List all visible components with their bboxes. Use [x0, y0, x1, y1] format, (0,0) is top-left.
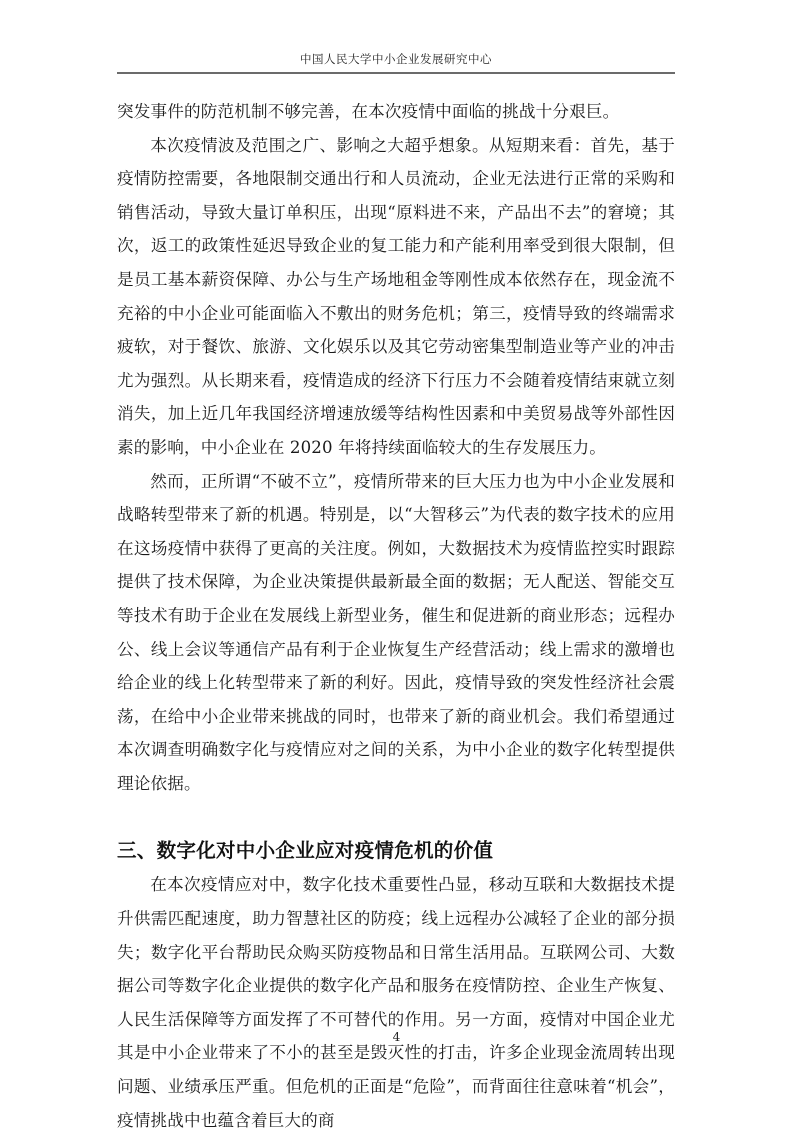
- running-header: 中国人民大学中小企业发展研究中心: [300, 52, 492, 66]
- paragraph-opportunities: 然而，正所谓“不破不立”，疫情所带来的巨大压力也为中小企业发展和战略转型带来了新的机遇。特别是，以“大智移云”为代表的数字技术的应用在这场疫情中获得了更高的关注度。例如，大数据技术为疫情监控实时跟踪提供了技术保障，为企业决策提供最新最全面的数据；无人配送、智能交互等技术有助于企业在发展线上新型业务，催生和促进新的商业形态；远程办公、线上会议等通信产品有利于企业恢复生产经营活动；线上需求的激增也给企业的线上化转型带来了新的利好。因此，疫情导致的突发性经济社会震荡，在给中小企业带来挑战的同时，也带来了新的商业机会。我们希望通过本次调查明确数字化与疫情应对之间的关系，为中小企业的数字化转型提供理论依据。: [117, 471, 675, 793]
- page-number: 4: [392, 1030, 401, 1044]
- section-heading: 三、数字化对中小企业应对疫情危机的价值: [117, 839, 494, 863]
- document-body: [117, 95, 675, 1137]
- paragraph-continuation: 突发事件的防范机制不够完善，在本次疫情中面临的挑战十分艰巨。: [117, 102, 620, 121]
- paragraph-impact-analysis: 本次疫情波及范围之广、影响之大超乎想象。从短期来看：首先，基于疫情防控需要，各地限制交通出行和人员流动，企业无法进行正常的采购和销售活动，导致大量订单积压，出现“原料进不来，产品出不去”的窘境；其次，返工的政策性延迟导致企业的复工能力和产能利用率受到很大限制，但是员工基本薪资保障、办公与生产场地租金等刚性成本依然存在，现金流不充裕的中小企业可能面临入不敷出的财务危机；第三，疫情导致的终端需求疲软，对于餐饮、旅游、文化娱乐以及其它劳动密集型制造业等产业的冲击尤为强烈。从长期来看，疫情造成的经济下行压力不会随着疫情结束就立刻消失，加上近几年我国经济增速放缓等结构性因素和中美贸易战等外部性因素的影响，中小企业在 2020 年将持续面临较大的生存发展压力。: [117, 135, 675, 457]
- header-divider: [117, 72, 675, 74]
- section-paragraph: 在本次疫情应对中，数字化技术重要性凸显，移动互联和大数据技术提升供需匹配速度，助力智慧社区的防疫；线上远程办公减轻了企业的部分损失；数字化平台帮助民众购买防疫物品和日常生活用品。互联网公司、大数据公司等数字化企业提供的数字化产品和服务在疫情防控、企业生产恢复、人民生活保障等方面发挥了不可替代的作用。另一方面，疫情对中国企业尤其是中小企业带来了不小的甚至是毁灭性的打击，许多企业现金流周转出现问题、业绩承压严重。但危机的正面是“危险”，而背面往往意味着“机会”，疫情挑战中也蕴含着巨大的商: [117, 875, 675, 1130]
